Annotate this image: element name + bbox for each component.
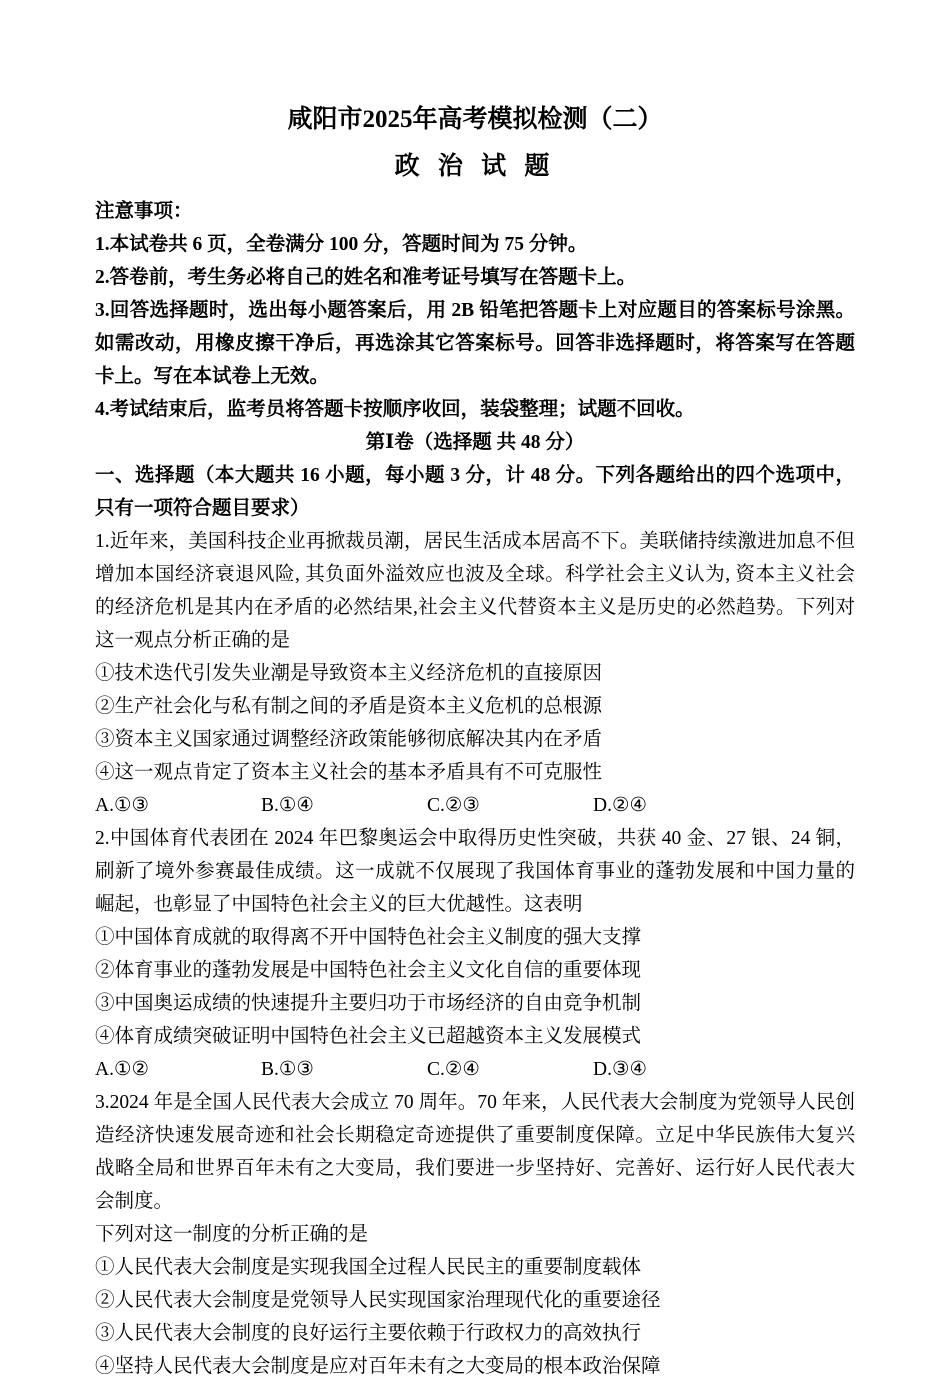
- choice-c: C.②④: [427, 1059, 480, 1080]
- question-2-option-1: ①中国体育成就的取得离不开中国特色社会主义制度的强大支撑: [95, 927, 642, 948]
- question-2-option-4: ④体育成绩突破证明中国特色社会主义已超越资本主义发展模式: [95, 1026, 642, 1047]
- question-3-option-4: ④坚持人民代表大会制度是应对百年未有之大变局的根本政治保障: [95, 1356, 661, 1377]
- question-1-option-2: ②生产社会化与私有制之间的矛盾是资本主义危机的总根源: [95, 696, 603, 717]
- question-1-option-3: ③资本主义国家通过调整经济政策能够彻底解决其内在矛盾: [95, 729, 603, 750]
- question-2: [95, 822, 855, 1086]
- notice-item-2: 2.答卷前，考生务必将自己的姓名和准考证号填写在答题卡上。: [95, 267, 637, 288]
- notice-item-4: 4.考试结束后，监考员将答题卡按顺序收回，装袋整理；试题不回收。: [95, 399, 695, 420]
- question-3-option-1: ①人民代表大会制度是实现我国全过程人民民主的重要制度载体: [95, 1257, 642, 1278]
- question-3-stem: 3.2024 年是全国人民代表大会成立 70 周年。70 年来，人民代表大会制度为党领导人民创造经济快速发展奇迹和社会长期稳定奇迹提供了重要制度保障。立足中华民族伟大复兴战略全局和世界百年未有之大变局，我们要进一步坚持好、完善好、运行好人民代表大会制度。: [95, 1092, 855, 1212]
- choice-a: A.①②: [95, 1059, 149, 1080]
- question-3-option-3: ③人民代表大会制度的良好运行主要依赖于行政权力的高效执行: [95, 1323, 642, 1344]
- section-instructions: 一、选择题（本大题共 16 小题，每小题 3 分，计 48 分。下列各题给出的四个选项中，只有一项符合题目要求）: [95, 465, 855, 519]
- question-2-option-3: ③中国奥运成绩的快速提升主要归功于市场经济的自由竞争机制: [95, 993, 642, 1014]
- part-title: 第Ⅰ卷（选择题 共 48 分）: [365, 432, 585, 453]
- question-1-option-4: ④这一观点肯定了资本主义社会的基本矛盾具有不可克服性: [95, 762, 603, 783]
- choice-a: A.①③: [95, 795, 149, 816]
- choice-d: D.②④: [593, 795, 647, 816]
- question-3-stem-continued: 下列对这一制度的分析正确的是: [95, 1224, 369, 1245]
- choice-c: C.②③: [427, 795, 480, 816]
- question-2-stem: 2.中国体育代表团在 2024 年巴黎奥运会中取得历史性突破，共获 40 金、27 银、24 铜，刷新了境外参赛最佳成绩。这一成就不仅展现了我国体育事业的蓬勃发展和中国力量的崛起，也彰显了中国特色社会主义的巨大优越性。这表明: [95, 828, 855, 915]
- page-title: 咸阳市2025年高考模拟检测（二）: [287, 106, 663, 133]
- question-1-stem: 1.近年来，美国科技企业再掀裁员潮，居民生活成本居高不下。美联储持续激进加息不但增加本国经济衰退风险, 其负面外溢效应也波及全球。科学社会主义认为, 资本主义社会的经济危机是其内在矛盾的必然结果,社会主义代替资本主义是历史的必然趋势。下列对这一观点分析正确的是: [95, 531, 855, 651]
- notice-item-3: 3.回答选择题时，选出每小题答案后，用 2B 铅笔把答题卡上对应题目的答案标号涂黑。如需改动，用橡皮擦干净后，再选涂其它答案标号。回答非选择题时，将答案写在答题卡上。写在本试卷上无效。: [95, 300, 855, 387]
- notice-section: [95, 195, 855, 426]
- question-2-option-2: ②体育事业的蓬勃发展是中国特色社会主义文化自信的重要体现: [95, 960, 642, 981]
- question-2-choices: [95, 1053, 855, 1086]
- question-3-option-2: ②人民代表大会制度是党领导人民实现国家治理现代化的重要途径: [95, 1290, 661, 1311]
- choice-d: D.③④: [593, 1059, 647, 1080]
- question-1: [95, 525, 855, 822]
- question-1-choices: [95, 789, 855, 822]
- question-3: [95, 1086, 855, 1383]
- choice-b: B.①④: [261, 795, 314, 816]
- notice-item-1: 1.本试卷共 6 页，全卷满分 100 分，答题时间为 75 分钟。: [95, 234, 588, 255]
- notice-heading: 注意事项：: [95, 201, 193, 222]
- question-1-option-1: ①技术迭代引发失业潮是导致资本主义经济危机的直接原因: [95, 663, 603, 684]
- choice-b: B.①③: [261, 1059, 314, 1080]
- page-subtitle: 政 治 试 题: [394, 152, 556, 180]
